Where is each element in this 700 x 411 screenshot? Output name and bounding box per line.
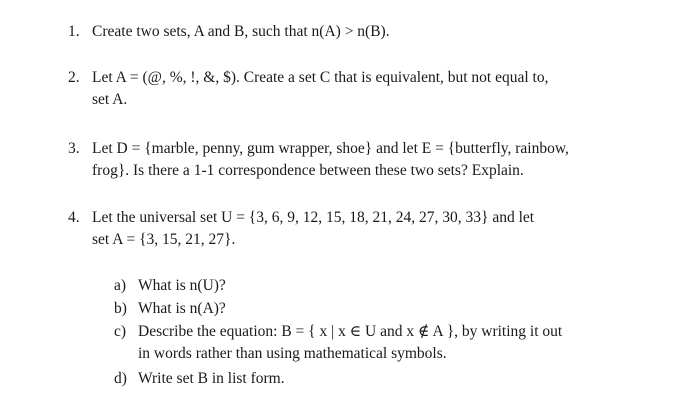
subquestion-line: Describe the equation: B = { x | x ∈ U and x ∉ A }, by writing it out: [138, 323, 563, 340]
question-line: Let D = {marble, penny, gum wrapper, shoe} and let E = {butterfly, rainbow,: [92, 140, 569, 157]
question-line: Create two sets, A and B, such that n(A) > n(B).: [92, 23, 390, 40]
question-line: set A.: [92, 91, 128, 108]
subquestion-line: What is n(U)?: [138, 277, 226, 294]
subquestion-line: in words rather than using mathematical symbols.: [138, 345, 447, 362]
subquestion-line: What is n(A)?: [138, 300, 226, 317]
subquestion-letter: b): [114, 300, 127, 317]
subquestion-text: [138, 321, 678, 365]
subquestion-line: Write set B in list form.: [138, 370, 285, 387]
subquestion-letter: c): [114, 323, 127, 340]
question-number: 2.: [68, 69, 80, 86]
question-text: [92, 21, 668, 43]
subquestion-letter: d): [114, 370, 127, 387]
question-line: frog}. Is there a 1-1 correspondence between these two sets? Explain.: [92, 162, 524, 179]
subquestion-text: [138, 298, 678, 320]
question-number: 1.: [68, 23, 80, 40]
subquestion-text: [138, 368, 678, 390]
question-text: [92, 207, 668, 251]
question-text: [92, 138, 668, 182]
question-text: [92, 67, 668, 111]
question-line: Let the universal set U = {3, 6, 9, 12, 15, 18, 21, 24, 27, 30, 33} and let: [92, 209, 535, 226]
subquestion-letter: a): [114, 277, 127, 294]
question-number: 4.: [68, 209, 80, 226]
question-number: 3.: [68, 140, 80, 157]
question-line: Let A = (@, %, !, &, $). Create a set C that is equivalent, but not equal to,: [92, 69, 549, 86]
subquestion-text: [138, 275, 678, 297]
question-line: set A = {3, 15, 21, 27}.: [92, 231, 236, 248]
